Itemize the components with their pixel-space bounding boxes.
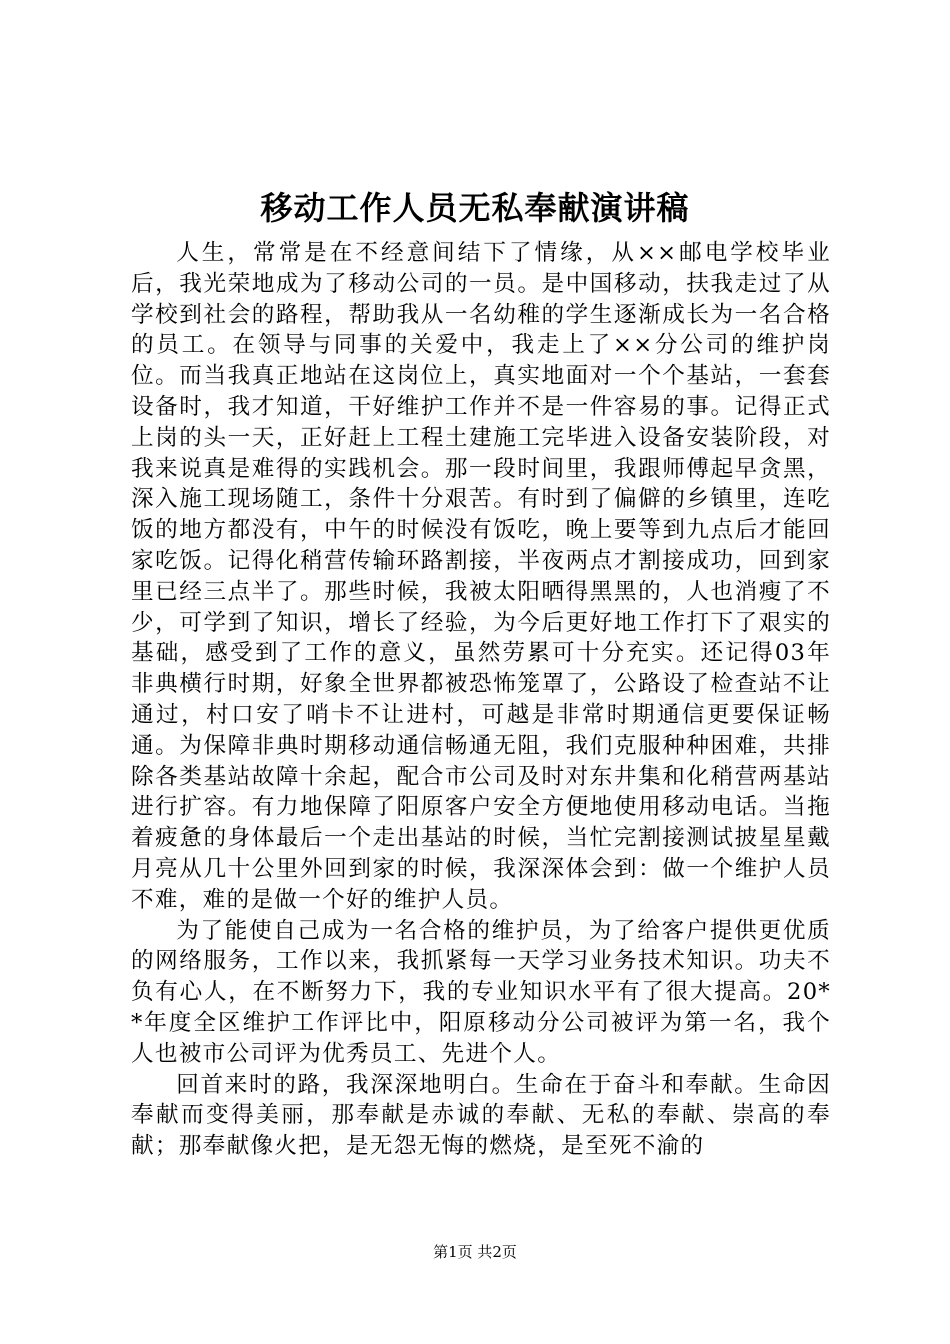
document-body xyxy=(131,238,831,1162)
page-footer: 第1页 共2页 xyxy=(433,1243,517,1261)
paragraph-1: 人生，常常是在不经意间结下了情缘，从××邮电学校毕业后，我光荣地成为了移动公司的一员。是中国移动，扶我走过了从学校到社会的路程，帮助我从一名幼稚的学生逐渐成长为一名合格的员工。在领导与同事的关爱中，我走上了××分公司的维护岗位。而当我真正地站在这岗位上，真实地面对一个个基站，一套套设备时，我才知道，干好维护工作并不是一件容易的事。记得正式上岗的头一天，正好赶上工程土建施工完毕进入设备安装阶段，对我来说真是难得的实践机会。那一段时间里，我跟师傅起早贪黑，深入施工现场随工，条件十分艰苦。有时到了偏僻的乡镇里，连吃饭的地方都没有，中午的时候没有饭吃，晚上要等到九点后才能回家吃饭。记得化稍营传输环路割接，半夜两点才割接成功，回到家里已经三点半了。那些时候，我被太阳晒得黑黑的，人也消瘦了不少，可学到了知识，增长了经验，为今后更好地工作打下了艰实的基础，感受到了工作的意义，虽然劳累可十分充实。还记得03年非典横行时期，好象全世界都被恐怖笼罩了，公路设了检查站不让通过，村口安了哨卡不让进村，可越是非常时期通信更要保证畅通。为保障非典时期移动通信畅通无阻，我们克服种种困难，共排除各类基站故障十余起，配合市公司及时对东井集和化稍营两基站进行扩容。有力地保障了阳原客户安全方便地使用移动电话。当拖着疲惫的身体最后一个走出基站的时候，当忙完割接测试披星星戴月亮从几十公里外回到家的时候，我深深体会到：做一个维护人员不难，难的是做一个好的维护人员。 xyxy=(131,240,831,913)
paragraph-2: 为了能使自己成为一名合格的维护员，为了给客户提供更优质的网络服务，工作以来，我抓紧每一天学习业务技术知识。功夫不负有心人，在不断努力下，我的专业知识水平有了很大提高。20**年度全区维护工作评比中，阳原移动分公司被评为第一名，我个人也被市公司评为优秀员工、先进个人。 xyxy=(131,917,831,1067)
document-title: 移动工作人员无私奉献演讲稿 xyxy=(260,189,690,227)
paragraph-3: 回首来时的路，我深深地明白。生命在于奋斗和奉献。生命因奉献而变得美丽，那奉献是赤诚的奉献、无私的奉献、崇高的奉献；那奉献像火把，是无怨无悔的燃烧，是至死不渝的 xyxy=(131,1071,831,1160)
